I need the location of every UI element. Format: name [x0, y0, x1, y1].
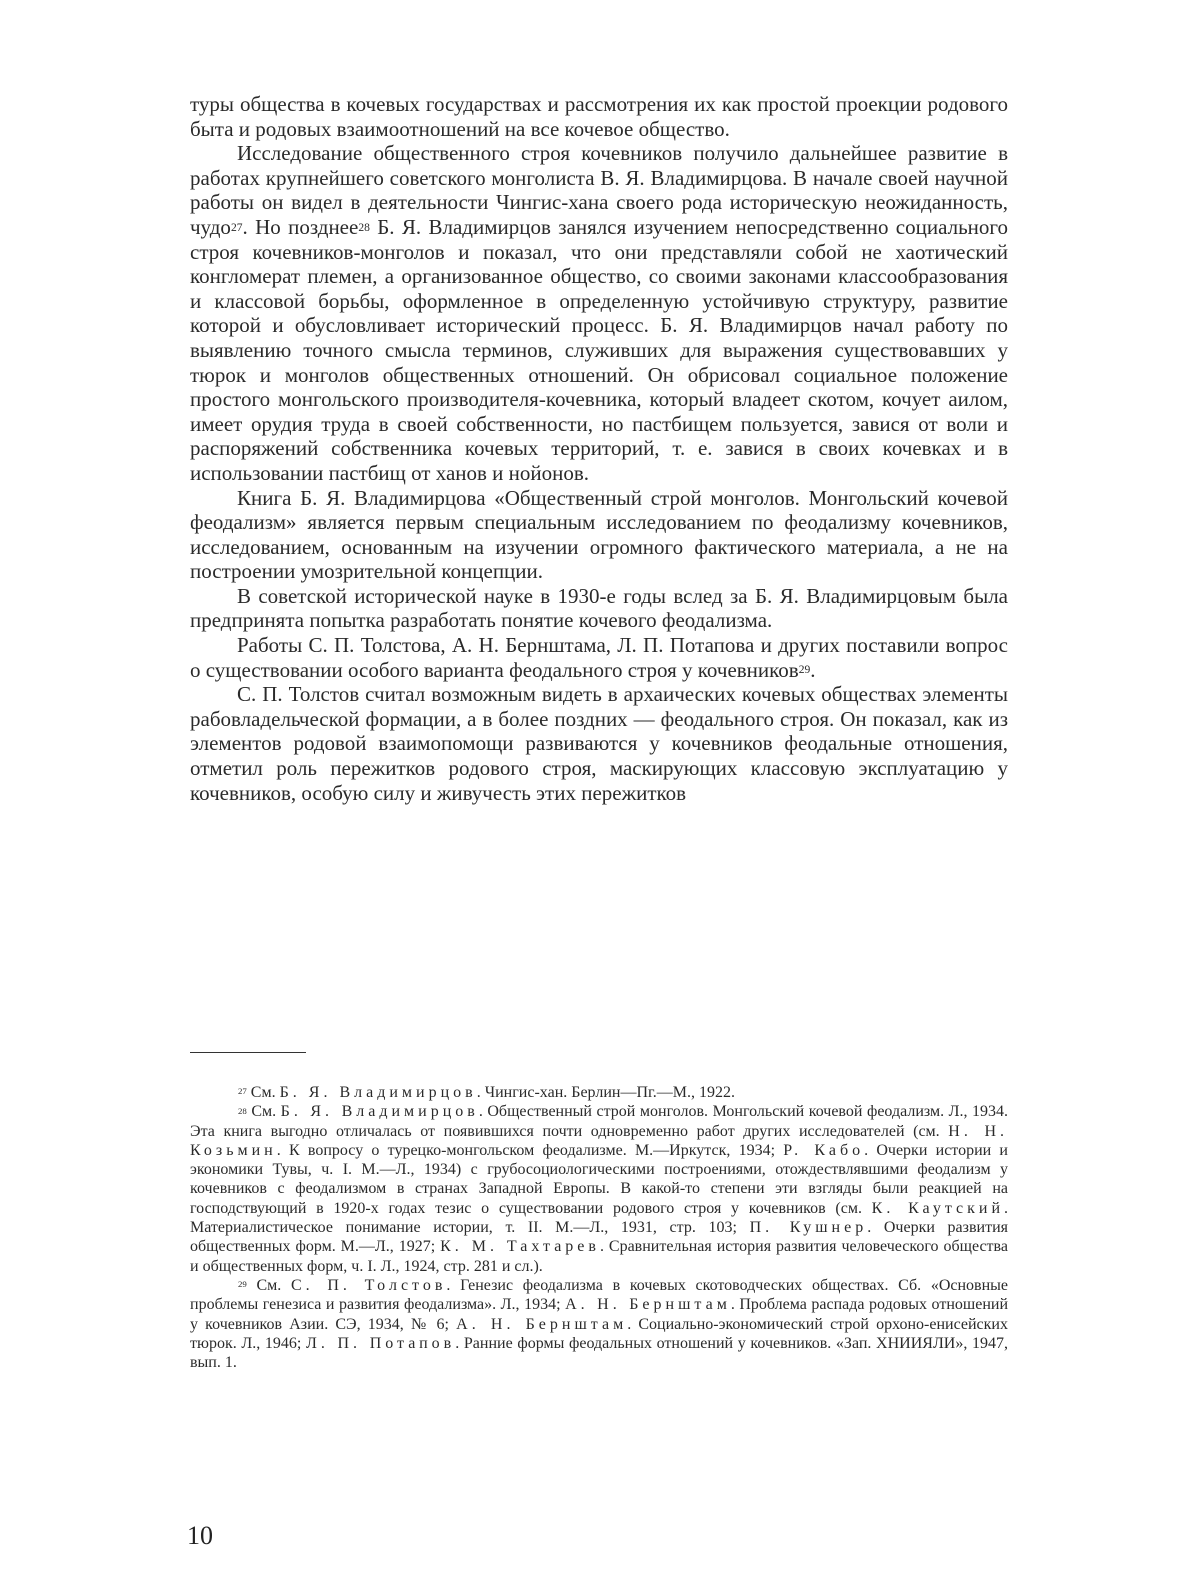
- footnote-ref-29[interactable]: 29: [798, 664, 811, 677]
- paragraph-5: Работы С. П. Толстова, А. Н. Бернштама, Л. П. Потапова и других поставили вопрос о существовании особого варианта феодального строя у кочевников$^{29}$.: [190, 633, 1008, 682]
- footnote-27: $^{27}$ См. Б. Я. Владимирцов. Чингис-хан. Берлин—Пг.—М., 1922.: [238, 1084, 735, 1101]
- footnotes: [190, 1083, 1008, 1372]
- paragraph-6: С. П. Толстов считал возможным видеть в архаических кочевых обществах элементы рабовладельческой формации, а в более поздних — феодального строя. Он показал, как из элементов родовой взаимопомощи развиваются у кочевников феодальные отношения, отметил роль пережитков родового строя, маскирующих классовую эксплуатацию у кочевников, особую силу и живучесть этих пережитков: [190, 682, 1008, 805]
- main-text: [190, 92, 1008, 805]
- paragraph-1: туры общества в кочевых государствах и рассмотрения их как простой проекции родового быта и родовых взаимоотношений на все кочевое общество.: [190, 92, 1008, 141]
- footnote-divider: [190, 1052, 306, 1053]
- footnote-28: $^{28}$ См. Б. Я. Владимирцов. Общественный строй монголов. Монгольский кочевой феодализм. Л., 1934. Эта книга выгодно отличалась от появившихся почти одновременно работ других исследователей (см. Н. Н. Козьмин. К вопросу о турецко-монгольском феодализме. М.—Иркутск, 1934; Р. Кабо. Очерки истории и экономики Тувы, ч. I. М.—Л., 1934) с грубосоциологическими построениями, отождествлявшими феодализм у кочевников с феодализмом в странах Западной Европы. В какой-то степени эти взгляды были реакцией на господствующий в 1920-х годах тезис о существовании родового строя у кочевников (см. К. Каутский. Материалистическое понимание истории, т. II. М.—Л., 1931, стр. 103; П. Кушнер. Очерки развития общественных форм. М.—Л., 1927; К. М. Тахтарев. Сравнительная история развития человеческого общества и общественных форм, ч. I. Л., 1924, стр. 281 и сл.).: [190, 1103, 1009, 1275]
- footnote-ref-27[interactable]: 27: [230, 221, 243, 234]
- paragraph-4: В советской исторической науке в 1930-е годы вслед за Б. Я. Владимирцовым была предпринята попытка разработать понятие кочевого феодализма.: [190, 583, 1008, 633]
- footnote-29: $^{29}$ См. С. П. Толстов. Генезис феодализма в кочевых скотоводческих обществах. Сб. «Основные проблемы генезиса и развития феодализма». Л., 1934; А. Н. Бернштам. Проблема распада родовых отношений у кочевников Азии. СЭ, 1934, № 6; А. Н. Бернштам. Социально-экономический строй орхоно-енисейских тюрок. Л., 1946; Л. П. Потапов. Ранние формы феодальных отношений у кочевников. «Зап. ХНИИЯЛИ», 1947, вып. 1.: [190, 1276, 1009, 1372]
- page-number: 10: [187, 1521, 213, 1550]
- paragraph-3: Книга Б. Я. Владимирцова «Общественный строй монголов. Монгольский кочевой феодализм» является первым специальным исследованием по феодализму кочевников, исследованием, основанным на изучении огромного фактического материала, а не на построении умозрительной концепции.: [190, 485, 1008, 584]
- footnote-ref-28[interactable]: 28: [358, 221, 370, 234]
- paragraph-2: Исследование общественного строя кочевников получило дальнейшее развитие в работах крупнейшего советского монголиста В. Я. Владимирцова. В начале своей научной работы он видел в деятельности Чингис-хана своего рода историческую неожиданность, чудо$^{27}$. Но позднее$^{28}$ Б. Я. Владимирцов занялся изучением непосредственно социального строя кочевников-монголов и показал, что они представляли собой не хаотический конгломерат племен, а организованное общество, со своими законами классообразования и классовой борьбы, оформленное в определенную устойчивую структуру, развитие которой и обусловливает исторический процесс. Б. Я. Владимирцов начал работу по выявлению точного смысла терминов, служивших для выражения существовавших у тюрок и монголов общественных отношений. Он обрисовал социальное положение простого монгольского производителя-кочевника, который владеет скотом, кочует аилом, имеет орудия труда в своей собственности, но пастбищем пользуется, завися от воли и распоряжений собственника кочевых территорий, т. е. завися в своих кочевках и в использовании пастбищ от ханов и нойонов.: [190, 141, 1008, 485]
